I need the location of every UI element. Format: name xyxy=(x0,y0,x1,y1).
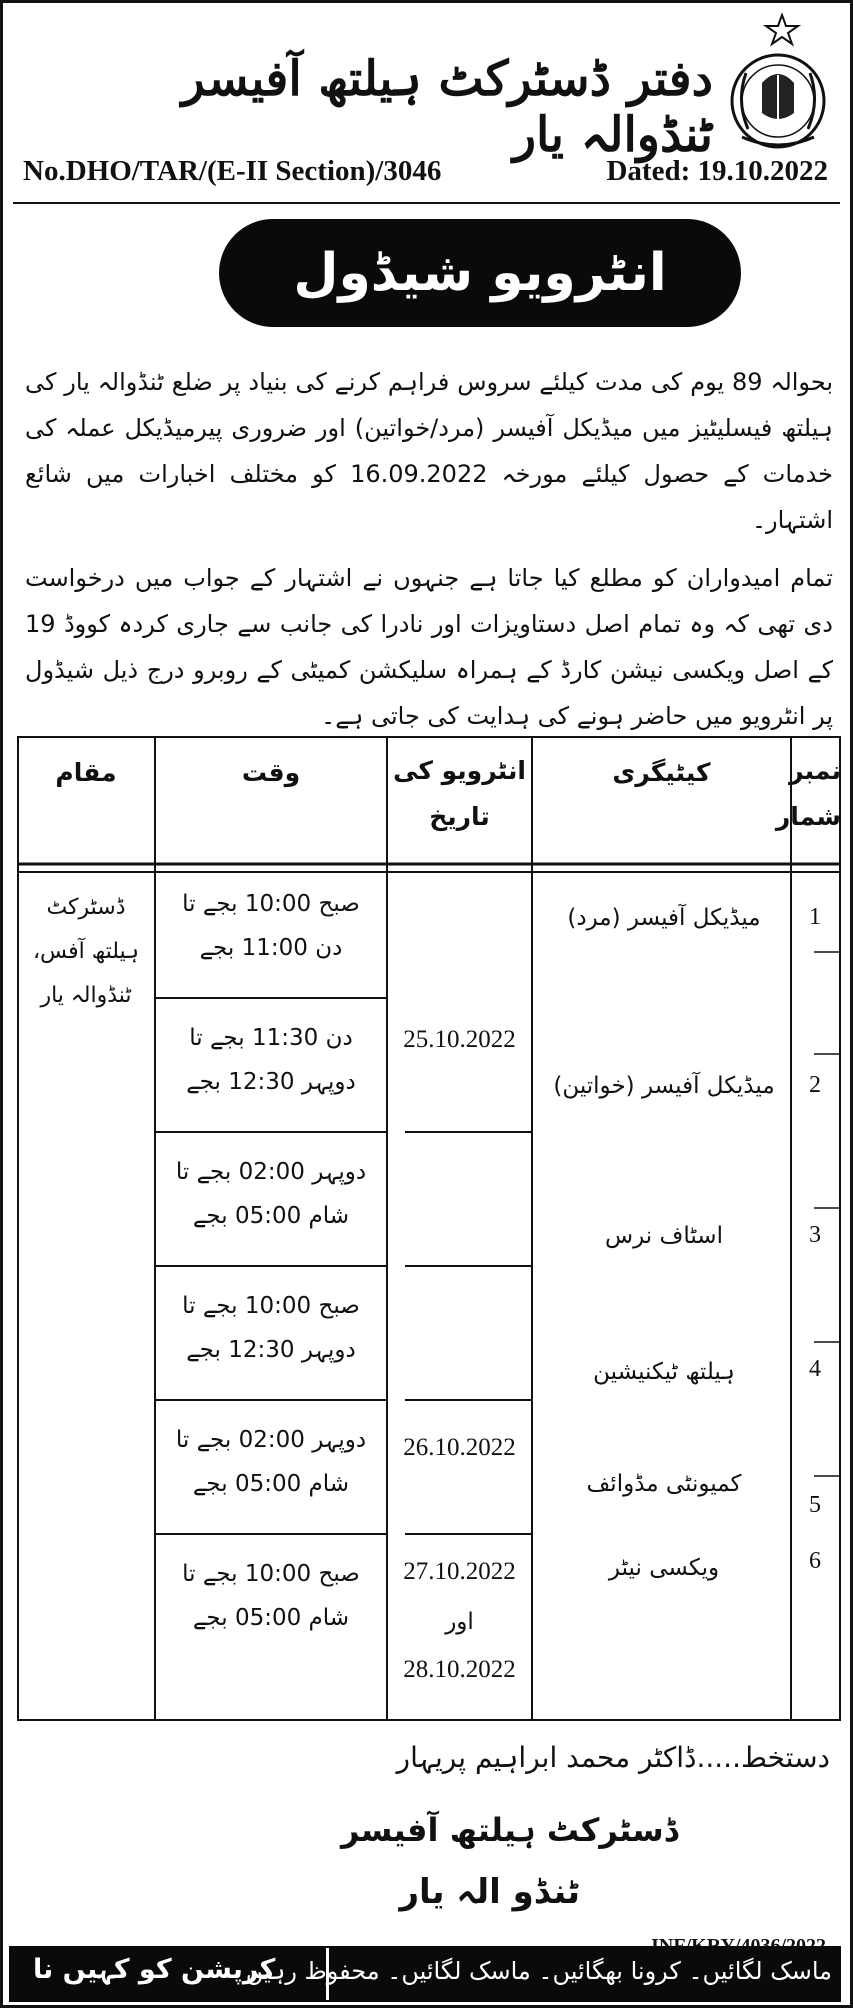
time-slot-1 xyxy=(159,882,383,970)
time-slot-5-start: دوپہر 02:00 بجے تا xyxy=(175,1427,367,1453)
time-slot-2-start: دن 11:30 بجے تا xyxy=(189,1025,353,1051)
government-of-sindh-seal-icon xyxy=(718,13,836,153)
serial-5: 5 xyxy=(809,1492,821,1518)
office-title: دفتر ڈسٹرکٹ ہیلتھ آفیسر ٹنڈوالہ یار xyxy=(181,51,713,163)
serial-2: 2 xyxy=(809,1072,821,1098)
mask-slogan: ماسک لگائیں۔ کرونا بھگائیں۔ ماسک لگائیں۔ محفوظ رہیں xyxy=(245,1957,832,1985)
date-header-line-1: انٹرویو کی xyxy=(393,756,526,785)
serial-header xyxy=(775,748,841,840)
officer-designation: ڈسٹرکٹ ہیلتھ آفیسر xyxy=(341,1811,678,1849)
time-slot-3-end: شام 05:00 بجے xyxy=(192,1203,350,1229)
category-3: اسٹاف نرس xyxy=(605,1223,723,1249)
time-slot-4-end: دوپہر 12:30 بجے xyxy=(186,1337,356,1363)
time-slot-4 xyxy=(159,1284,383,1372)
time-slot-3-start: دوپہر 02:00 بجے تا xyxy=(175,1159,367,1185)
interview-date-and: اور xyxy=(445,1609,474,1635)
category-2: میڈیکل آفیسر (خواتین) xyxy=(553,1073,775,1099)
date-header-line-2: تاریخ xyxy=(429,802,490,831)
venue-line-3: ٹنڈوالہ یار xyxy=(40,983,132,1008)
venue xyxy=(21,886,151,1018)
interview-date-header xyxy=(387,748,532,840)
interview-date-3b: 28.10.2022 xyxy=(403,1656,516,1683)
time-slot-6-end: شام 05:00 بجے xyxy=(192,1605,350,1631)
candidate-instructions-paragraph: تمام امیدواران کو مطلع کیا جاتا ہے جنہوں نے اشتہار کے جواب میں درخواست دی تھی کہ وہ تمام اصل دستاویزات اور نادرا کی جانب سے جاری کردہ کووڈ 19 کے اصل ویکسی نیشن کارڈ کے ہمراہ سلیکشن کمیٹی کے روبرو درج ذیل شیڈول پر انٹرویو میں حاضر ہونے کی ہدایت کی جاتی ہے۔ xyxy=(25,564,833,730)
time-slot-6 xyxy=(159,1552,383,1640)
header-divider xyxy=(13,202,840,204)
signature-line: دستخط.....ڈاکٹر محمد ابراہیم پریہار xyxy=(396,1741,830,1774)
time-slot-1-end: دن 11:00 بجے xyxy=(199,935,343,961)
category-4: ہیلتھ ٹیکنیشین xyxy=(593,1359,735,1385)
time-slot-2 xyxy=(159,1016,383,1104)
serial-header-line-2: شمار xyxy=(775,802,841,831)
venue-header: مقام xyxy=(55,758,117,787)
time-header: وقت xyxy=(241,758,301,787)
interview-schedule-banner: انٹرویو شیڈول xyxy=(219,219,741,327)
advert-reference-paragraph: بحوالہ 89 یوم کی مدت کیلئے سروس فراہم کرنے کی بنیاد پر ضلع ٹنڈوالہ یار کی ہیلتھ فیسلیٹیز میں میڈیکل آفیسر (مرد/خواتین) اور ضروری پیرمیڈیکل عملہ کی خدمات کے حصول کیلئے مورخہ 16.09.2022 کو مختلف اخبارات میں شائع اشتہار۔ xyxy=(25,368,834,534)
time-slot-2-end: دوپہر 12:30 بجے xyxy=(186,1069,356,1095)
category-1: میڈیکل آفیسر (مرد) xyxy=(567,905,761,931)
venue-line-2: ہیلتھ آفس، xyxy=(32,939,140,964)
serial-header-line-1: نمبر xyxy=(789,756,841,785)
venue-line-1: ڈسٹرکٹ xyxy=(46,895,126,920)
interview-schedule-table xyxy=(17,736,841,1721)
interview-date-2: 26.10.2022 xyxy=(403,1434,516,1461)
time-slot-3 xyxy=(159,1150,383,1238)
category-5: کمیونٹی مڈوائف xyxy=(586,1471,742,1497)
time-slot-1-start: صبح 10:00 بجے تا xyxy=(182,891,360,917)
interview-date-1: 25.10.2022 xyxy=(403,1026,516,1053)
interview-date-3a: 27.10.2022 xyxy=(403,1558,516,1585)
time-slot-5 xyxy=(159,1418,383,1506)
serial-6: 6 xyxy=(809,1548,821,1574)
serial-4: 4 xyxy=(809,1356,821,1382)
reference-number: No.DHO/TAR/(E-II Section)/3046 xyxy=(23,155,442,187)
category-header: کیٹیگری xyxy=(612,758,711,787)
time-slot-4-start: صبح 10:00 بجے تا xyxy=(182,1293,360,1319)
officer-city: ٹنڈو الہ یار xyxy=(399,1872,580,1912)
time-slot-6-start: صبح 10:00 بجے تا xyxy=(182,1561,360,1587)
serial-1: 1 xyxy=(809,904,821,930)
issue-date: Dated: 19.10.2022 xyxy=(606,155,828,187)
category-6: ویکسی نیٹر xyxy=(608,1555,720,1581)
anti-corruption-slogan: کرپشن کو کہیں نا xyxy=(33,1954,276,1985)
serial-3: 3 xyxy=(809,1222,821,1248)
time-slot-5-end: شام 05:00 بجے xyxy=(192,1471,350,1497)
